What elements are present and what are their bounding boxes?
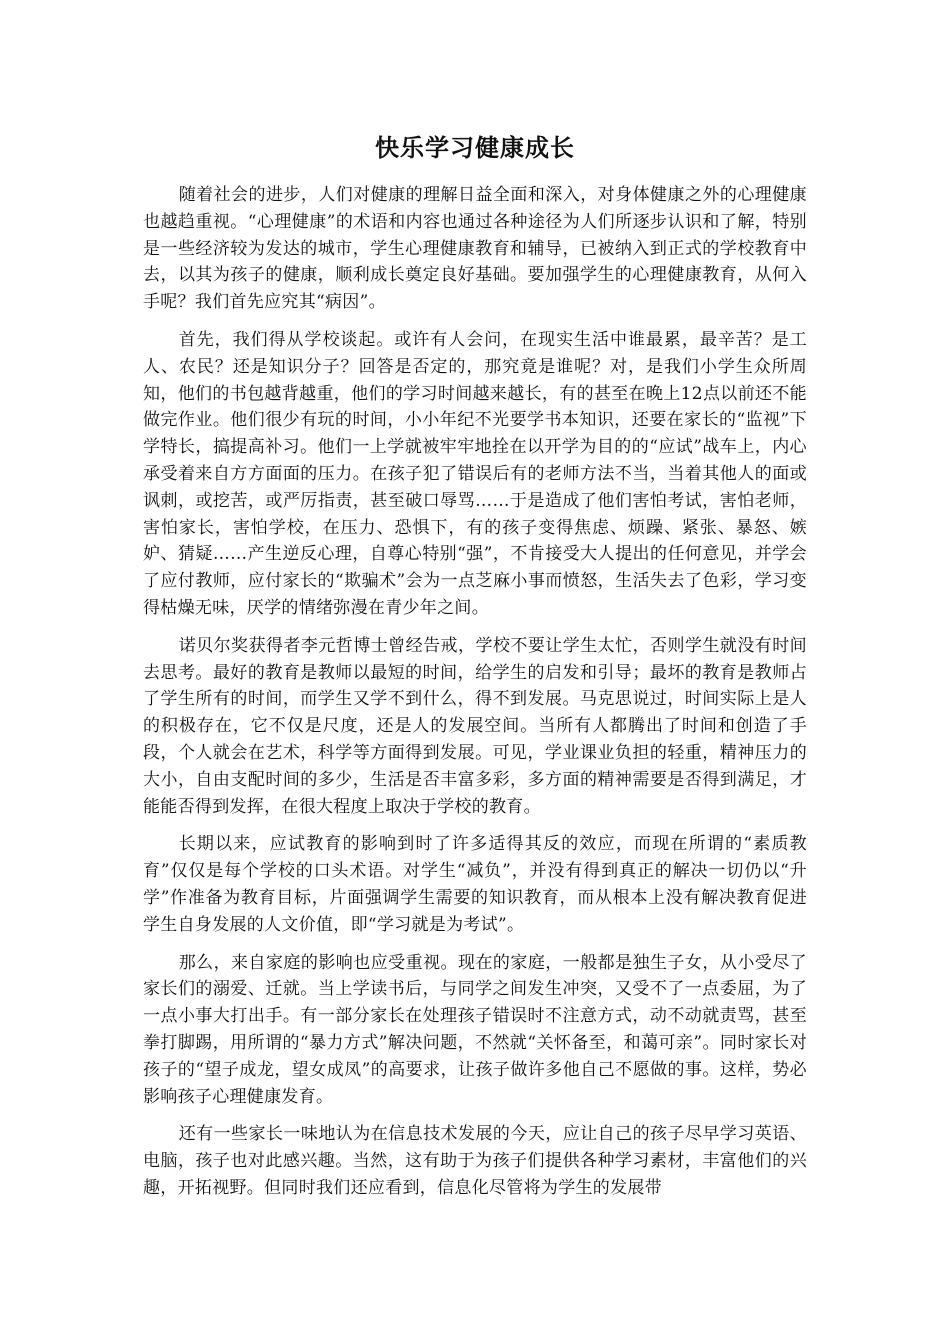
paragraph-4: 长期以来，应试教育的影响到时了许多适得其反的效应，而现在所谓的“素质教育”仅仅是每个学校的口头术语。对学生“减负”，并没有得到真正的解决一切仍以“升学”作准备为教育目标，片面强调学生需要的知识教育，而从根本上没有解决教育促进学生自身发展的人文价值，即“学习就是为考试”。: [143, 834, 807, 935]
paragraph-3: 诺贝尔奖获得者李元哲博士曾经告戒，学校不要让学生太忙，否则学生就没有时间去思考。最好的教育是教师以最短的时间，给学生的启发和引导；最坏的教育是教师占了学生所有的时间，而学生又学不到什么，得不到发展。马克思说过，时间实际上是人的积极存在，它不仅是尺度，还是人的发展空间。当所有人都腾出了时间和创造了手段，个人就会在艺术，科学等方面得到发展。可见，学业课业负担的轻重，精神压力的大小，自由支配时间的多少，生活是否丰富多彩，多方面的精神需要是否得到满足，才能能否得到发挥，在很大程度上取决于学校的教育。: [143, 635, 807, 817]
document-body: [143, 182, 807, 1213]
document-title: 快乐学习健康成长: [375, 134, 575, 162]
paragraph-1: 随着社会的进步，人们对健康的理解日益全面和深入，对身体健康之外的心理健康也越趋重视。“心理健康”的术语和内容也通过各种途径为人们所逐步认识和了解，特别是一些经济较为发达的城市，学生心理健康教育和辅导，已被纳入到正式的学校教育中去，以其为孩子的健康，顺利成长奠定良好基础。要加强学生的心理健康教育，从何入手呢？我们首先应究其“病因”。: [143, 185, 807, 313]
paragraph-2: 首先，我们得从学校谈起。或许有人会问，在现实生活中谁最累，最辛苦？是工人、农民？还是知识分子？回答是否定的，那究竟是谁呢？对，是我们小学生众所周知，他们的书包越背越重，他们的学习时间越来越长，有的甚至在晚上12点以前还不能做完作业。他们很少有玩的时间，小小年纪不光要学书本知识，还要在家长的“监视”下学特长，搞提高补习。他们一上学就被牢牢地拴在以开学为目的的“应试”战车上，内心承受着来自方方面面的压力。在孩子犯了错误后有的老师方法不当，当着其他人的面或讽刺，或挖苦，或严厉指责，甚至破口辱骂……于是造成了他们害怕考试，害怕老师，害怕家长，害怕学校，在压力、恐惧下，有的孩子变得焦虑、烦躁、紧张、暴怒、嫉妒、猜疑……产生逆反心理，自尊心特别“强”，不肯接受大人提出的任何意见，并学会了应付教师，应付家长的“欺骗术”会为一点芝麻小事而愤怒，生活失去了色彩，学习变得枯燥无味，厌学的情绪弥漫在青少年之间。: [143, 329, 807, 618]
paragraph-6: 还有一些家长一味地认为在信息技术发展的今天，应让自己的孩子尽早学习英语、电脑，孩子也对此感兴趣。当然，这有助于为孩子们提供各种学习素材，丰富他们的兴趣，开拓视野。但同时我们还应看到，信息化尽管将为学生的发展带: [143, 1124, 807, 1198]
paragraph-5: 那么，来自家庭的影响也应受重视。现在的家庭，一般都是独生子女，从小受尽了家长们的溺爱、迁就。当上学读书后，与同学之间发生冲突，又受不了一点委屈，为了一点小事大打出手。有一部分家长在处理孩子错误时不注意方式，动不动就责骂，甚至拳打脚踢，用所谓的“暴力方式”解决问题，不然就“关怀备至，和蔼可亲”。同时家长对孩子的“望子成龙，望女成凤”的高要求，让孩子做许多他自己不愿做的事。这样，势必影响孩子心理健康发育。: [143, 952, 807, 1107]
